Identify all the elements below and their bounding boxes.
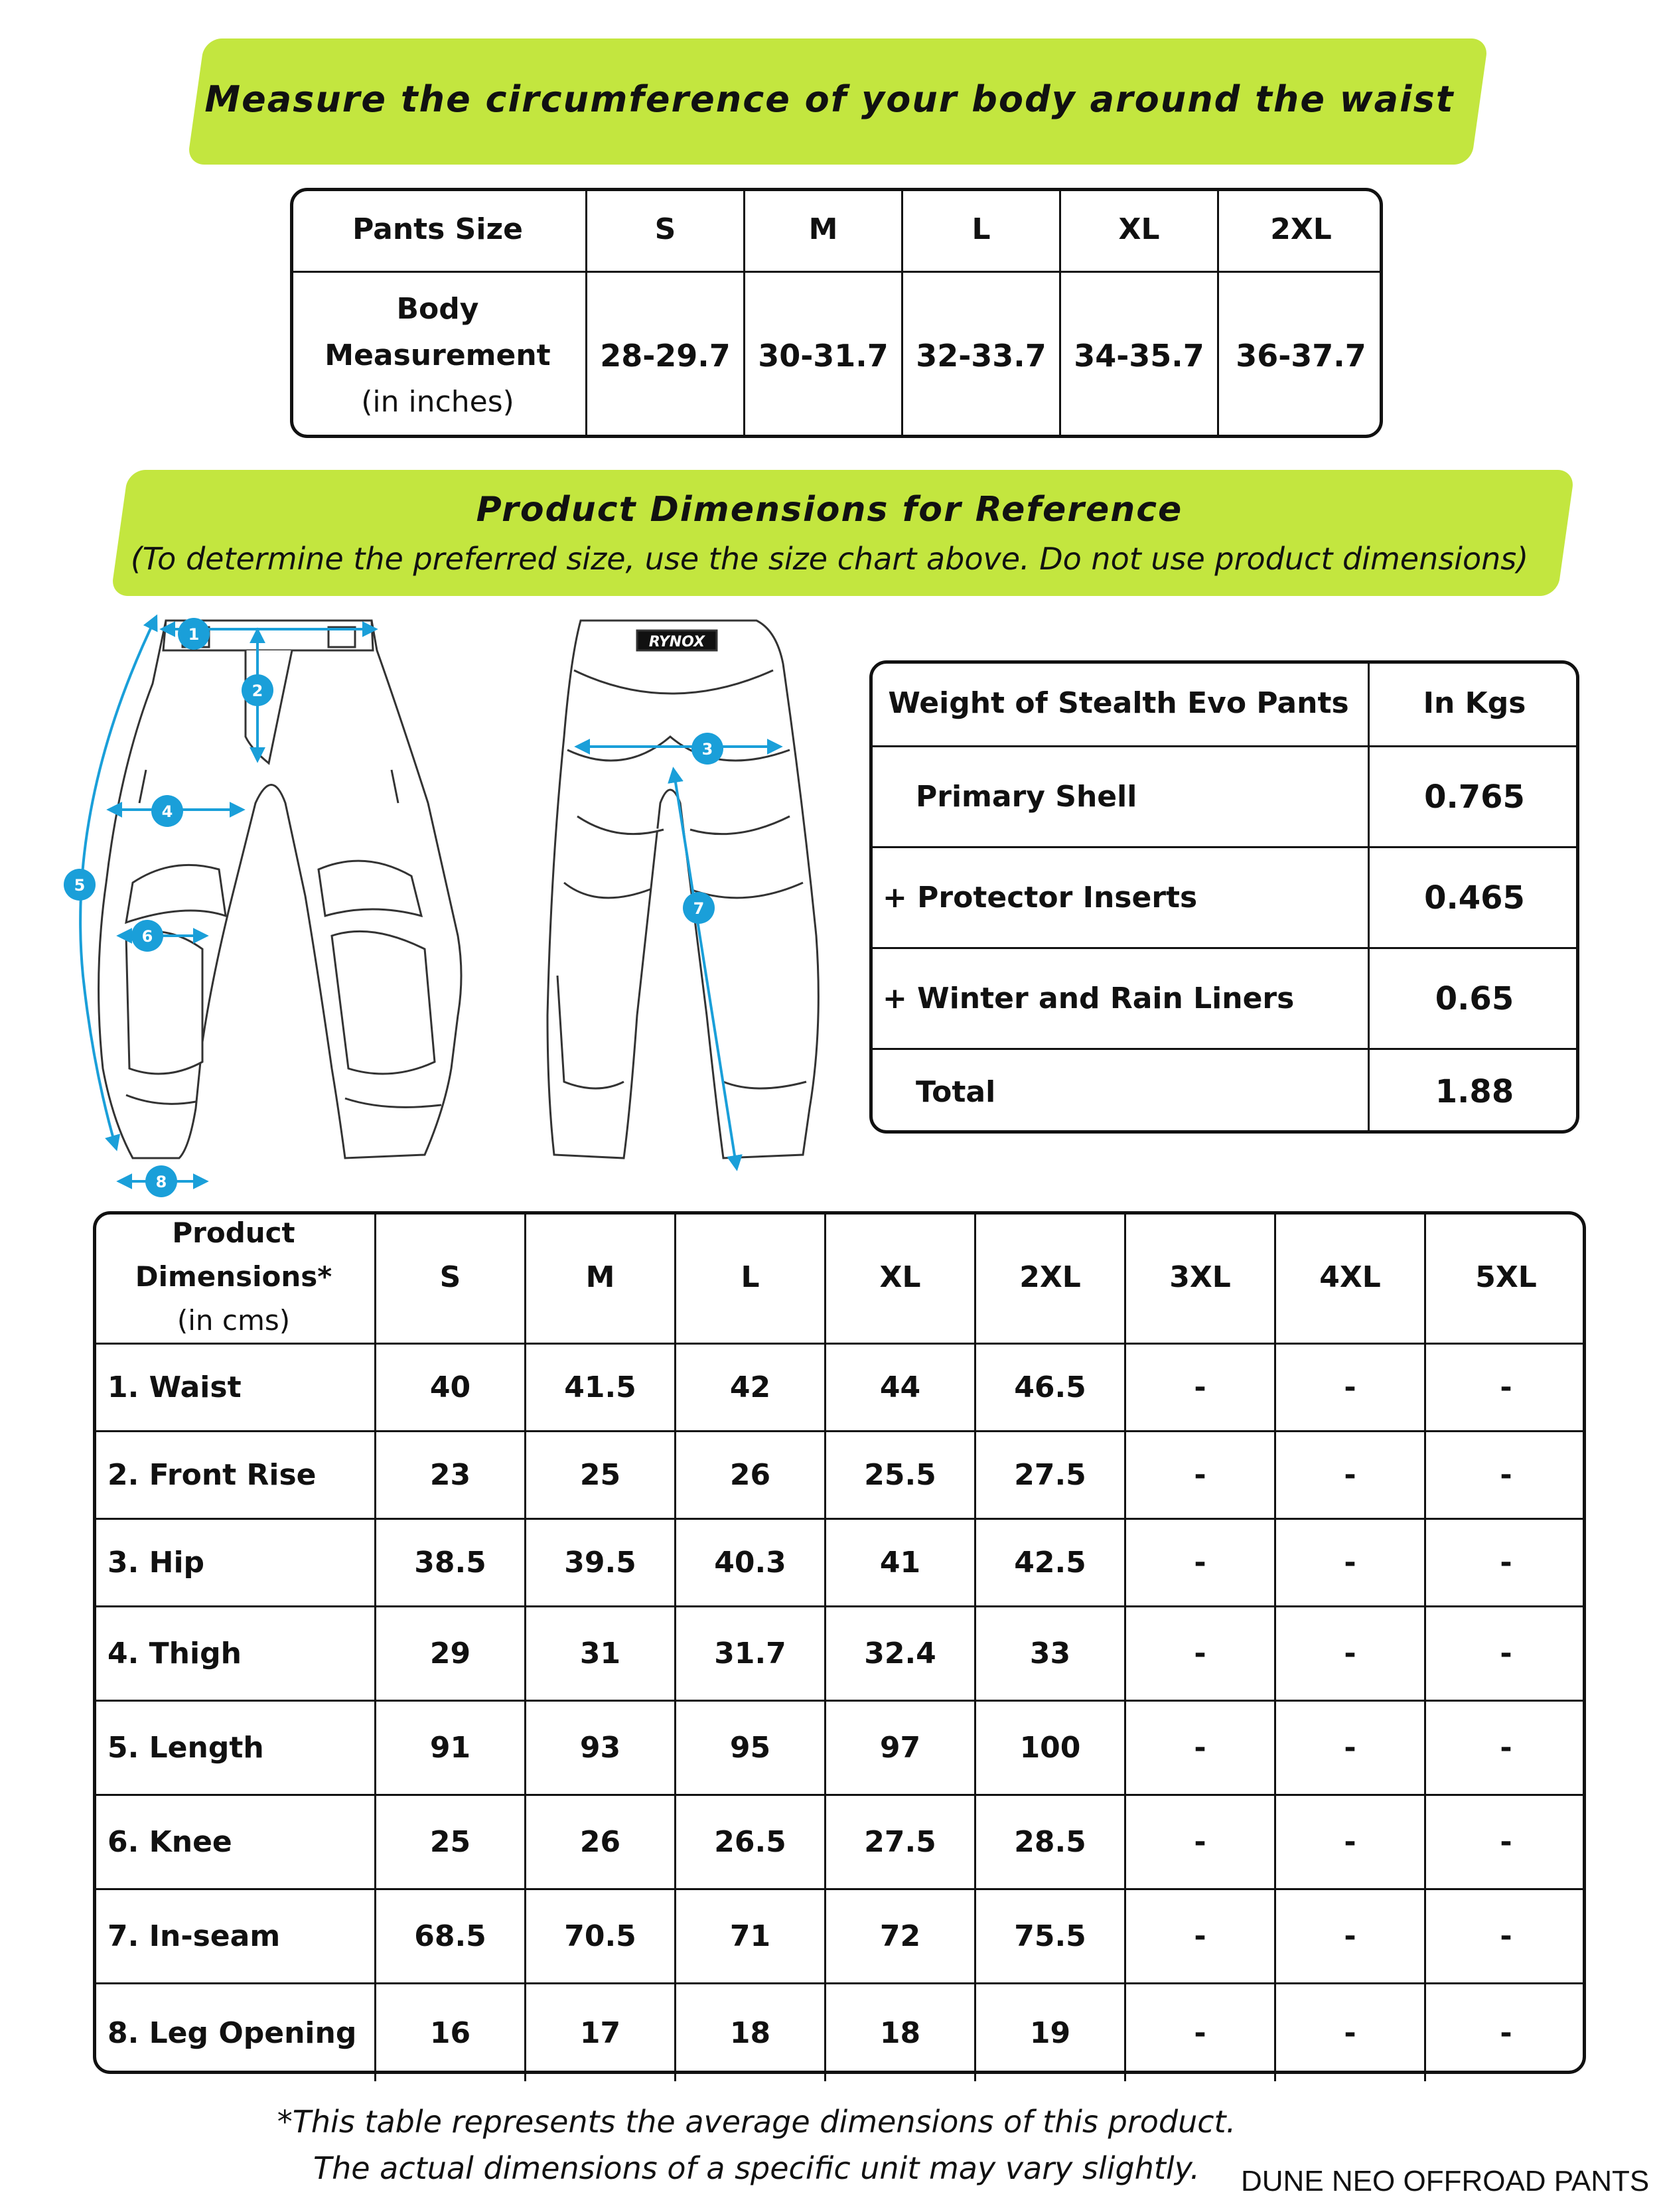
dims-cell: - — [1126, 1984, 1276, 2081]
dims-header-title: Product Dimensions* — [135, 1217, 332, 1293]
size-header-m: M — [745, 188, 903, 273]
dims-cell: - — [1426, 1345, 1586, 1432]
dims-cell: 68.5 — [376, 1890, 526, 1984]
dims-cell: - — [1276, 1796, 1426, 1890]
dims-row-label: 2. Front Rise — [93, 1432, 376, 1520]
dims-cell: 39.5 — [526, 1520, 676, 1607]
dims-cell: - — [1276, 1702, 1426, 1796]
dims-header-unit: (in cms) — [177, 1304, 291, 1337]
dims-row-label: 7. In-seam — [93, 1890, 376, 1984]
marker-1 — [178, 618, 210, 650]
weight-header-label: Weight of Stealth Evo Pants — [869, 660, 1370, 747]
dims-cell: 70.5 — [526, 1890, 676, 1984]
banner-product-title: Product Dimensions for Reference — [476, 490, 1183, 530]
weight-value-liners: 0.65 — [1370, 949, 1579, 1050]
weight-row-liners: + Winter and Rain Liners — [869, 949, 1370, 1050]
body-value-xl: 34-35.7 — [1061, 273, 1219, 438]
dims-cell: 26.5 — [676, 1796, 826, 1890]
dims-cell: 23 — [376, 1432, 526, 1520]
dims-cell: - — [1126, 1702, 1276, 1796]
dims-cell: 40.3 — [676, 1520, 826, 1607]
body-label-unit: (in inches) — [361, 384, 514, 419]
dims-cell: 27.5 — [826, 1796, 976, 1890]
svg-text:8: 8 — [155, 1173, 167, 1191]
dims-cell: 25 — [376, 1796, 526, 1890]
body-value-m: 30-31.7 — [745, 273, 903, 438]
marker-3 — [691, 733, 723, 765]
pants-diagram — [53, 604, 863, 1201]
dims-cell: 18 — [676, 1984, 826, 2081]
dims-cell: - — [1276, 1345, 1426, 1432]
body-value-l: 32-33.7 — [903, 273, 1061, 438]
dims-row-label: 4. Thigh — [93, 1607, 376, 1702]
marker-5 — [64, 869, 96, 901]
dims-cell: - — [1426, 1796, 1586, 1890]
dims-cell: 41.5 — [526, 1345, 676, 1432]
dims-cell: 72 — [826, 1890, 976, 1984]
dims-cell: 41 — [826, 1520, 976, 1607]
dims-cell: 97 — [826, 1702, 976, 1796]
dims-cell: 19 — [976, 1984, 1126, 2081]
dims-cell: 38.5 — [376, 1520, 526, 1607]
product-name: DUNE NEO OFFROAD PANTS — [1241, 2165, 1650, 2197]
dims-cell: 95 — [676, 1702, 826, 1796]
dims-cell: 32.4 — [826, 1607, 976, 1702]
banner-product-dimensions — [111, 470, 1575, 596]
weight-header-unit: In Kgs — [1370, 660, 1579, 747]
dims-row-label: 8. Leg Opening — [93, 1984, 376, 2081]
size-header-label: Pants Size — [290, 188, 587, 273]
weight-value-protector-inserts: 0.465 — [1370, 848, 1579, 949]
svg-text:6: 6 — [141, 927, 153, 946]
dims-cell: 91 — [376, 1702, 526, 1796]
dims-cell: 16 — [376, 1984, 526, 2081]
svg-text:4: 4 — [161, 802, 173, 821]
marker-4 — [151, 795, 183, 827]
dims-cell: 31.7 — [676, 1607, 826, 1702]
dims-cell: - — [1126, 1345, 1276, 1432]
back-pants-drawing — [547, 621, 818, 1158]
weight-row-protector-inserts: + Protector Inserts — [869, 848, 1370, 949]
dims-cell: - — [1276, 1432, 1426, 1520]
dims-size-header: 4XL — [1276, 1211, 1426, 1345]
dims-cell: - — [1126, 1796, 1276, 1890]
dims-cell: 40 — [376, 1345, 526, 1432]
dims-cell: 33 — [976, 1607, 1126, 1702]
dims-cell: 100 — [976, 1702, 1126, 1796]
dims-size-header: M — [526, 1211, 676, 1345]
marker-2 — [242, 674, 273, 706]
dims-cell: - — [1426, 1432, 1586, 1520]
weight-row-total: Total — [869, 1050, 1370, 1134]
svg-text:1: 1 — [188, 625, 200, 644]
dims-cell: 31 — [526, 1607, 676, 1702]
dims-row-label: 6. Knee — [93, 1796, 376, 1890]
dims-row-label: 1. Waist — [93, 1345, 376, 1432]
dims-cell: - — [1426, 1890, 1586, 1984]
dims-cell: 93 — [526, 1702, 676, 1796]
marker-6 — [131, 920, 163, 952]
svg-text:2: 2 — [252, 682, 263, 700]
dims-cell: 25 — [526, 1432, 676, 1520]
svg-text:7: 7 — [693, 899, 705, 918]
dims-cell: - — [1426, 1520, 1586, 1607]
dims-cell: 25.5 — [826, 1432, 976, 1520]
rynox-logo: RYNOX — [648, 634, 705, 650]
dims-cell: 42.5 — [976, 1520, 1126, 1607]
dims-cell: - — [1426, 1702, 1586, 1796]
dims-cell: - — [1126, 1432, 1276, 1520]
weight-value-primary-shell: 0.765 — [1370, 747, 1579, 848]
dims-size-header: 2XL — [976, 1211, 1126, 1345]
dims-row-label: 5. Length — [93, 1702, 376, 1796]
dims-cell: 29 — [376, 1607, 526, 1702]
dims-cell: 18 — [826, 1984, 976, 2081]
dims-cell: 71 — [676, 1890, 826, 1984]
marker-7 — [683, 892, 715, 924]
body-label-line2: Measurement — [325, 338, 551, 372]
dims-cell: - — [1426, 1607, 1586, 1702]
dims-size-header: 3XL — [1126, 1211, 1276, 1345]
dims-cell: - — [1126, 1607, 1276, 1702]
dims-cell: 26 — [676, 1432, 826, 1520]
dims-cell: - — [1276, 1984, 1426, 2081]
dims-cell: - — [1276, 1520, 1426, 1607]
dims-header-label — [93, 1211, 376, 1345]
dims-row-label: 3. Hip — [93, 1520, 376, 1607]
dims-size-header: 5XL — [1426, 1211, 1586, 1345]
size-header-l: L — [903, 188, 1061, 273]
dims-cell: - — [1126, 1890, 1276, 1984]
banner-measure-title: Measure the circumference of your body around the waist — [204, 78, 1455, 120]
svg-text:5: 5 — [74, 876, 86, 895]
front-pants-drawing — [99, 621, 461, 1158]
body-measurement-label — [290, 273, 587, 438]
dims-cell: 42 — [676, 1345, 826, 1432]
footnote-line2: The actual dimensions of a specific unit may vary slightly. — [313, 2150, 1200, 2186]
body-value-s: 28-29.7 — [587, 273, 745, 438]
weight-table — [869, 660, 1579, 1134]
size-header-s: S — [587, 188, 745, 273]
dims-size-header: L — [676, 1211, 826, 1345]
dims-cell: 75.5 — [976, 1890, 1126, 1984]
body-label-line1: Body — [396, 291, 479, 326]
dims-size-header: S — [376, 1211, 526, 1345]
dims-cell: 46.5 — [976, 1345, 1126, 1432]
size-table — [290, 188, 1383, 438]
banner-product-subtitle: (To determine the preferred size, use the size chart above. Do not use product dimensions) — [130, 541, 1529, 577]
product-dimensions-table — [93, 1211, 1586, 2081]
dims-cell: - — [1126, 1520, 1276, 1607]
body-value-2xl: 36-37.7 — [1236, 337, 1366, 374]
dims-cell: 17 — [526, 1984, 676, 2081]
size-header-xl: XL — [1061, 188, 1219, 273]
dims-cell: - — [1500, 2016, 1512, 2050]
dims-cell: 27.5 — [976, 1432, 1126, 1520]
dims-cell: 28.5 — [976, 1796, 1126, 1890]
dims-size-header: XL — [826, 1211, 976, 1345]
dims-cell: 44 — [826, 1345, 976, 1432]
marker-8 — [145, 1165, 177, 1197]
dims-cell: - — [1276, 1890, 1426, 1984]
dims-cell: - — [1276, 1607, 1426, 1702]
size-header-2xl: 2XL — [1219, 188, 1383, 273]
dims-cell: 26 — [526, 1796, 676, 1890]
svg-text:3: 3 — [701, 740, 713, 759]
footnote-line1: *This table represents the average dimensions of this product. — [277, 2104, 1236, 2140]
weight-value-total: 1.88 — [1435, 1073, 1514, 1110]
weight-row-primary-shell: Primary Shell — [869, 747, 1370, 848]
